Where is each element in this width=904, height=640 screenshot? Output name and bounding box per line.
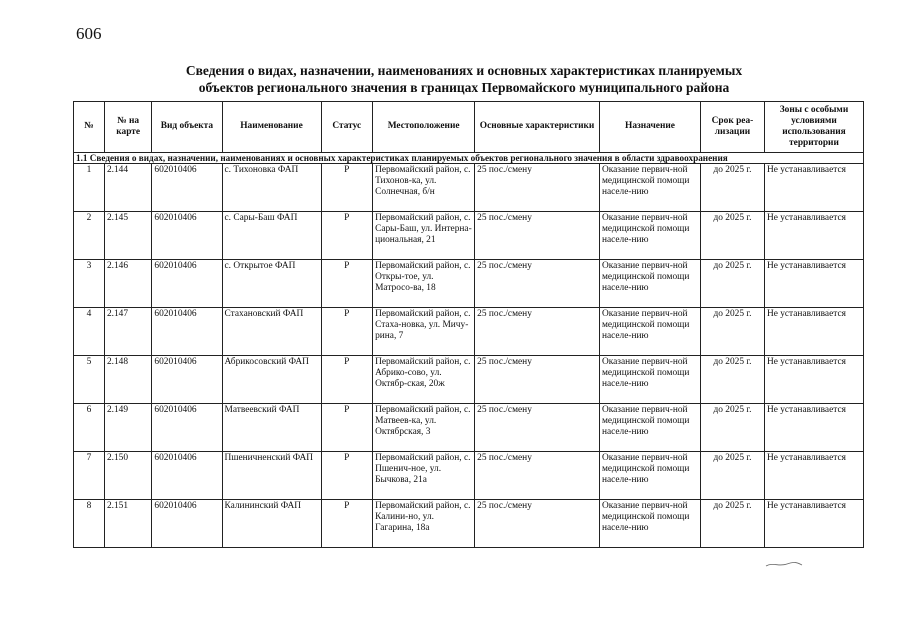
table-row — [74, 164, 864, 212]
row-zones-cell: Не устанавливается — [764, 404, 863, 452]
header-status: Статус — [321, 102, 373, 153]
row-status-cell: Р — [321, 452, 373, 500]
row-num-cell: 4 — [74, 308, 105, 356]
row-type-cell: 602010406 — [152, 212, 222, 260]
row-term-cell: до 2025 г. — [701, 500, 765, 548]
row-purpose-cell: Оказание первич-ной медицинской помощи населе-нию — [599, 260, 700, 308]
page-number: 606 — [76, 24, 102, 43]
objects-table — [73, 101, 864, 548]
table-row — [74, 500, 864, 548]
row-name-cell: с. Открытое ФАП — [222, 260, 321, 308]
header-characteristics: Основные характеристики — [475, 102, 600, 153]
row-map-cell: 2.148 — [104, 356, 151, 404]
table-row — [74, 260, 864, 308]
row-num-cell: 7 — [74, 452, 105, 500]
row-type-cell: 602010406 — [152, 500, 222, 548]
row-purpose-cell: Оказание первич-ной медицинской помощи населе-нию — [599, 500, 700, 548]
row-type-cell: 602010406 — [152, 260, 222, 308]
row-characteristics-cell: 25 пос./смену — [475, 452, 600, 500]
row-purpose-cell: Оказание первич-ной медицинской помощи населе-нию — [599, 356, 700, 404]
header-object-type: Вид объекта — [152, 102, 222, 153]
table-header-row — [74, 102, 864, 153]
row-map-cell: 2.150 — [104, 452, 151, 500]
row-zones-cell: Не устанавливается — [764, 260, 863, 308]
row-characteristics-cell: 25 пос./смену — [475, 404, 600, 452]
header-name: Наименование — [222, 102, 321, 153]
row-status-cell: Р — [321, 212, 373, 260]
row-type-cell: 602010406 — [152, 404, 222, 452]
row-status-cell: Р — [321, 356, 373, 404]
row-term-cell: до 2025 г. — [701, 260, 765, 308]
row-status-cell: Р — [321, 164, 373, 212]
row-zones-cell: Не устанавливается — [764, 212, 863, 260]
row-name-cell: Матвеевский ФАП — [222, 404, 321, 452]
row-characteristics-cell: 25 пос./смену — [475, 164, 600, 212]
row-type-cell: 602010406 — [152, 164, 222, 212]
row-name-cell: с. Тихоновка ФАП — [222, 164, 321, 212]
row-num-cell: 3 — [74, 260, 105, 308]
row-status-cell: Р — [321, 260, 373, 308]
row-type-cell: 602010406 — [152, 452, 222, 500]
row-purpose-cell: Оказание первич-ной медицинской помощи населе-нию — [599, 404, 700, 452]
header-zones: Зоны с особыми условиями использования территории — [764, 102, 863, 153]
row-term-cell: до 2025 г. — [701, 404, 765, 452]
row-location-cell: Первомайский район, с. Матвеев-ка, ул. Октябрская, 3 — [373, 404, 475, 452]
row-purpose-cell: Оказание первич-ной медицинской помощи населе-нию — [599, 452, 700, 500]
row-location-cell: Первомайский район, с. Тихонов-ка, ул. Солнечная, б/н — [373, 164, 475, 212]
title-line-2: объектов регионального значения в границах Первомайского муниципального района — [198, 80, 730, 95]
row-status-cell: Р — [321, 500, 373, 548]
row-location-cell: Первомайский район, с. Пшенич-ное, ул. Бычкова, 21а — [373, 452, 475, 500]
row-purpose-cell: Оказание первич-ной медицинской помощи населе-нию — [599, 308, 700, 356]
row-num-cell: 1 — [74, 164, 105, 212]
row-type-cell: 602010406 — [152, 308, 222, 356]
row-status-cell: Р — [321, 308, 373, 356]
row-map-cell: 2.151 — [104, 500, 151, 548]
document-title — [100, 62, 828, 96]
row-zones-cell: Не устанавливается — [764, 500, 863, 548]
row-name-cell: Калининский ФАП — [222, 500, 321, 548]
row-type-cell: 602010406 — [152, 356, 222, 404]
row-term-cell: до 2025 г. — [701, 308, 765, 356]
row-location-cell: Первомайский район, с. Стаха-новка, ул. Мичу-рина, 7 — [373, 308, 475, 356]
table-row — [74, 404, 864, 452]
row-name-cell: Абрикосовский ФАП — [222, 356, 321, 404]
header-map-num: № на карте — [104, 102, 151, 153]
row-zones-cell: Не устанавливается — [764, 164, 863, 212]
title-line-1: Сведения о видах, назначении, наименованиях и основных характеристиках планируемых — [185, 63, 743, 78]
section-row — [74, 153, 864, 164]
row-location-cell: Первомайский район, с. Сары-Баш, ул. Интерна-циональная, 21 — [373, 212, 475, 260]
row-map-cell: 2.147 — [104, 308, 151, 356]
row-term-cell: до 2025 г. — [701, 356, 765, 404]
header-term: Срок реа-лизации — [701, 102, 765, 153]
row-zones-cell: Не устанавливается — [764, 308, 863, 356]
header-num: № — [74, 102, 105, 153]
row-characteristics-cell: 25 пос./смену — [475, 356, 600, 404]
row-characteristics-cell: 25 пос./смену — [475, 308, 600, 356]
row-name-cell: с. Сары-Баш ФАП — [222, 212, 321, 260]
row-characteristics-cell: 25 пос./смену — [475, 212, 600, 260]
row-name-cell: Стахановский ФАП — [222, 308, 321, 356]
row-map-cell: 2.144 — [104, 164, 151, 212]
row-status-cell: Р — [321, 404, 373, 452]
row-purpose-cell: Оказание первич-ной медицинской помощи населе-нию — [599, 212, 700, 260]
section-title: 1.1 Сведения о видах, назначении, наименованиях и основных характеристиках планируемых объектов регионального значения в области здравоохранения — [74, 153, 864, 164]
row-purpose-cell: Оказание первич-ной медицинской помощи населе-нию — [599, 164, 700, 212]
row-num-cell: 5 — [74, 356, 105, 404]
row-location-cell: Первомайский район, с. Калини-но, ул. Гагарина, 18а — [373, 500, 475, 548]
row-map-cell: 2.149 — [104, 404, 151, 452]
row-map-cell: 2.145 — [104, 212, 151, 260]
row-location-cell: Первомайский район, с. Откры-тое, ул. Матросо-ва, 18 — [373, 260, 475, 308]
table-row — [74, 452, 864, 500]
row-num-cell: 6 — [74, 404, 105, 452]
row-location-cell: Первомайский район, с. Абрико-сово, ул. Октябр-ская, 20ж — [373, 356, 475, 404]
header-purpose: Назначение — [599, 102, 700, 153]
row-name-cell: Пшеничненский ФАП — [222, 452, 321, 500]
row-characteristics-cell: 25 пос./смену — [475, 500, 600, 548]
row-term-cell: до 2025 г. — [701, 212, 765, 260]
table-row — [74, 356, 864, 404]
row-zones-cell: Не устанавливается — [764, 452, 863, 500]
row-characteristics-cell: 25 пос./смену — [475, 260, 600, 308]
row-map-cell: 2.146 — [104, 260, 151, 308]
row-term-cell: до 2025 г. — [701, 452, 765, 500]
row-num-cell: 2 — [74, 212, 105, 260]
table-row — [74, 212, 864, 260]
handwritten-mark — [765, 560, 803, 568]
row-zones-cell: Не устанавливается — [764, 356, 863, 404]
row-num-cell: 8 — [74, 500, 105, 548]
row-term-cell: до 2025 г. — [701, 164, 765, 212]
header-location: Местоположение — [373, 102, 475, 153]
table-row — [74, 308, 864, 356]
